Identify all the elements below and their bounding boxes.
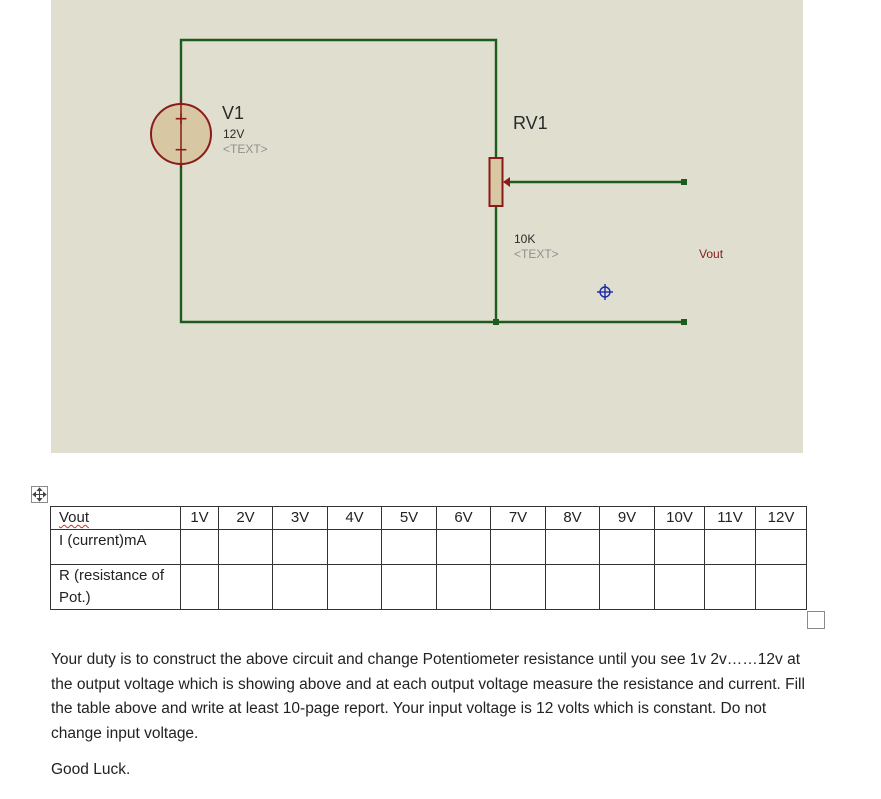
- header-cell-2v[interactable]: 2V: [219, 507, 273, 530]
- current-cell-2v[interactable]: [219, 530, 273, 565]
- resistance-cell-5v[interactable]: [382, 565, 437, 610]
- vout-header-cell[interactable]: [51, 507, 181, 530]
- header-cell-5v[interactable]: 5V: [382, 507, 437, 530]
- resistance-cell-12v[interactable]: [756, 565, 807, 610]
- current-cell-5v[interactable]: [382, 530, 437, 565]
- pot-name-label: RV1: [513, 113, 548, 133]
- header-cell-6v[interactable]: 6V: [437, 507, 491, 530]
- resize-square-icon[interactable]: [807, 611, 825, 629]
- pot-body: [490, 158, 503, 206]
- source-value-label: 12V: [223, 127, 245, 141]
- vout-label: Vout: [699, 247, 724, 261]
- current-cell-10v[interactable]: [655, 530, 705, 565]
- output-terminal-bottom: [681, 319, 687, 325]
- instructions-paragraph: Your duty is to construct the above circuit and change Potentiometer resistance until you see 1v 2v……12v at the output voltage which is showing above and at each output voltage measure the resistance and current. Fill the table above and write at least 10-page report. Your input voltage is 12 volts which is constant. Do not change input voltage.: [51, 651, 805, 742]
- circuit-drawing: [51, 0, 803, 453]
- resistance-cell-8v[interactable]: [546, 565, 600, 610]
- current-cell-7v[interactable]: [491, 530, 546, 565]
- voltage-source-v1: [151, 100, 211, 168]
- header-cell-10v[interactable]: 10V: [655, 507, 705, 530]
- current-cell-12v[interactable]: [756, 530, 807, 565]
- resistance-cell-1v[interactable]: [181, 565, 219, 610]
- current-row: [51, 530, 807, 565]
- header-cell-8v[interactable]: 8V: [546, 507, 600, 530]
- source-minus-sign: −: [174, 137, 188, 162]
- circuit-wires: [181, 40, 684, 322]
- resistance-row-label[interactable]: R (resistance of Pot.): [51, 565, 181, 610]
- resistance-cell-6v[interactable]: [437, 565, 491, 610]
- resistance-cell-10v[interactable]: [655, 565, 705, 610]
- resistance-row: [51, 565, 807, 610]
- header-cell-3v[interactable]: 3V: [273, 507, 328, 530]
- source-text-placeholder: <TEXT>: [223, 142, 268, 156]
- header-row: [51, 507, 807, 530]
- resistance-cell-4v[interactable]: [328, 565, 382, 610]
- current-cell-11v[interactable]: [705, 530, 756, 565]
- measurement-table: [50, 506, 807, 610]
- header-cell-12v[interactable]: 12V: [756, 507, 807, 530]
- current-cell-8v[interactable]: [546, 530, 600, 565]
- current-cell-6v[interactable]: [437, 530, 491, 565]
- resistance-cell-11v[interactable]: [705, 565, 756, 610]
- output-terminal-top: [681, 179, 687, 185]
- move-arrows-icon[interactable]: [31, 486, 48, 503]
- current-cell-9v[interactable]: [600, 530, 655, 565]
- resistance-cell-9v[interactable]: [600, 565, 655, 610]
- header-cell-1v[interactable]: 1V: [181, 507, 219, 530]
- source-plus-sign: +: [174, 106, 188, 131]
- header-cell-9v[interactable]: 9V: [600, 507, 655, 530]
- current-row-label[interactable]: I (current)mA: [51, 530, 181, 565]
- crosshair-cursor-icon: [597, 284, 613, 300]
- resistance-cell-3v[interactable]: [273, 565, 328, 610]
- circuit-schematic: [51, 0, 803, 453]
- header-cell-11v[interactable]: 11V: [705, 507, 756, 530]
- vout-header-label: Vout: [59, 509, 90, 526]
- move-arrows-glyph: [32, 487, 47, 502]
- current-cell-4v[interactable]: [328, 530, 382, 565]
- bottom-wire: [181, 165, 684, 322]
- header-cell-4v[interactable]: 4V: [328, 507, 382, 530]
- current-cell-3v[interactable]: [273, 530, 328, 565]
- pot-wiper-arrow: [503, 177, 510, 187]
- header-cell-7v[interactable]: 7V: [491, 507, 546, 530]
- resistance-cell-2v[interactable]: [219, 565, 273, 610]
- pot-value-label: 10K: [514, 232, 536, 246]
- junction-dot: [493, 319, 499, 325]
- source-name-label: V1: [222, 103, 245, 123]
- pot-text-placeholder: <TEXT>: [514, 247, 559, 261]
- current-cell-1v[interactable]: [181, 530, 219, 565]
- potentiometer-rv1: [490, 158, 511, 206]
- closing-line: Good Luck.: [51, 761, 131, 778]
- resistance-cell-7v[interactable]: [491, 565, 546, 610]
